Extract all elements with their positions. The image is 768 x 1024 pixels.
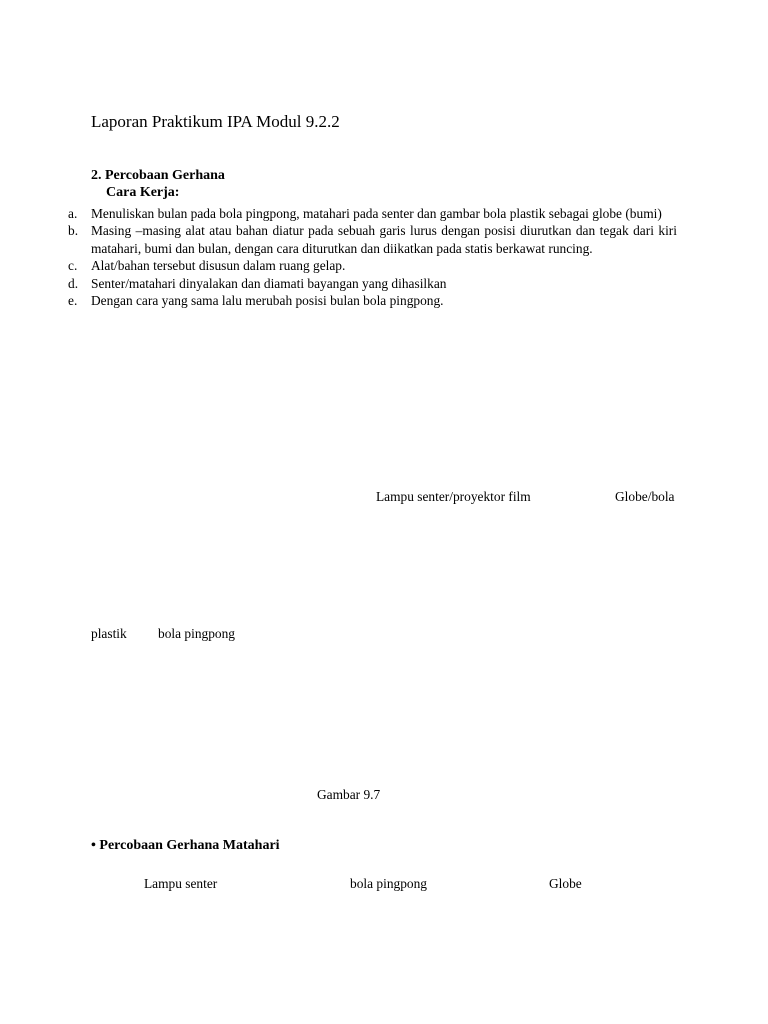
step-marker: d. (68, 275, 79, 291)
step-marker: b. (68, 223, 79, 239)
step-item (68, 257, 677, 274)
step-text: Menuliskan bulan pada bola pingpong, matahari pada senter dan gambar bola plastik sebagai globe (bumi) (91, 206, 662, 221)
step-item (68, 222, 677, 257)
solar-label-globe: Globe (549, 876, 582, 891)
step-text: Masing –masing alat atau bahan diatur pada sebuah garis lurus dengan posisi diurutkan dan tegak dari kiri matahari, bumi dan bulan, dengan cara diturutkan dan diikatkan pada statis berkawat runcing. (91, 223, 677, 256)
figure-label-pingpong: bola pingpong (158, 626, 235, 641)
solar-eclipse-heading: • Percobaan Gerhana Matahari (91, 838, 280, 853)
step-marker: e. (68, 293, 78, 309)
step-text: Senter/matahari dinyalakan dan diamati bayangan yang dihasilkan (91, 275, 447, 291)
figure-caption: Gambar 9.7 (317, 787, 381, 802)
step-marker: c. (68, 258, 78, 274)
figure-label-lamp: Lampu senter/proyektor film (376, 489, 531, 504)
solar-label-lamp: Lampu senter (144, 876, 218, 891)
figure-label-globe: Globe/bola (615, 489, 675, 504)
page-title: Laporan Praktikum IPA Modul 9.2.2 (91, 112, 340, 131)
step-marker: a. (68, 206, 78, 221)
step-text: Dengan cara yang sama lalu merubah posisi bulan bola pingpong. (91, 293, 444, 309)
procedure-steps (68, 205, 677, 309)
figure-label-plastic: plastik (91, 626, 127, 641)
step-item (68, 292, 677, 309)
procedure-heading: Cara Kerja: (106, 185, 180, 200)
step-item (68, 275, 677, 292)
section-heading: 2. Percobaan Gerhana (91, 168, 225, 183)
step-item (68, 205, 677, 222)
solar-label-pingpong: bola pingpong (350, 876, 427, 891)
step-text: Alat/bahan tersebut disusun dalam ruang gelap. (91, 258, 346, 274)
